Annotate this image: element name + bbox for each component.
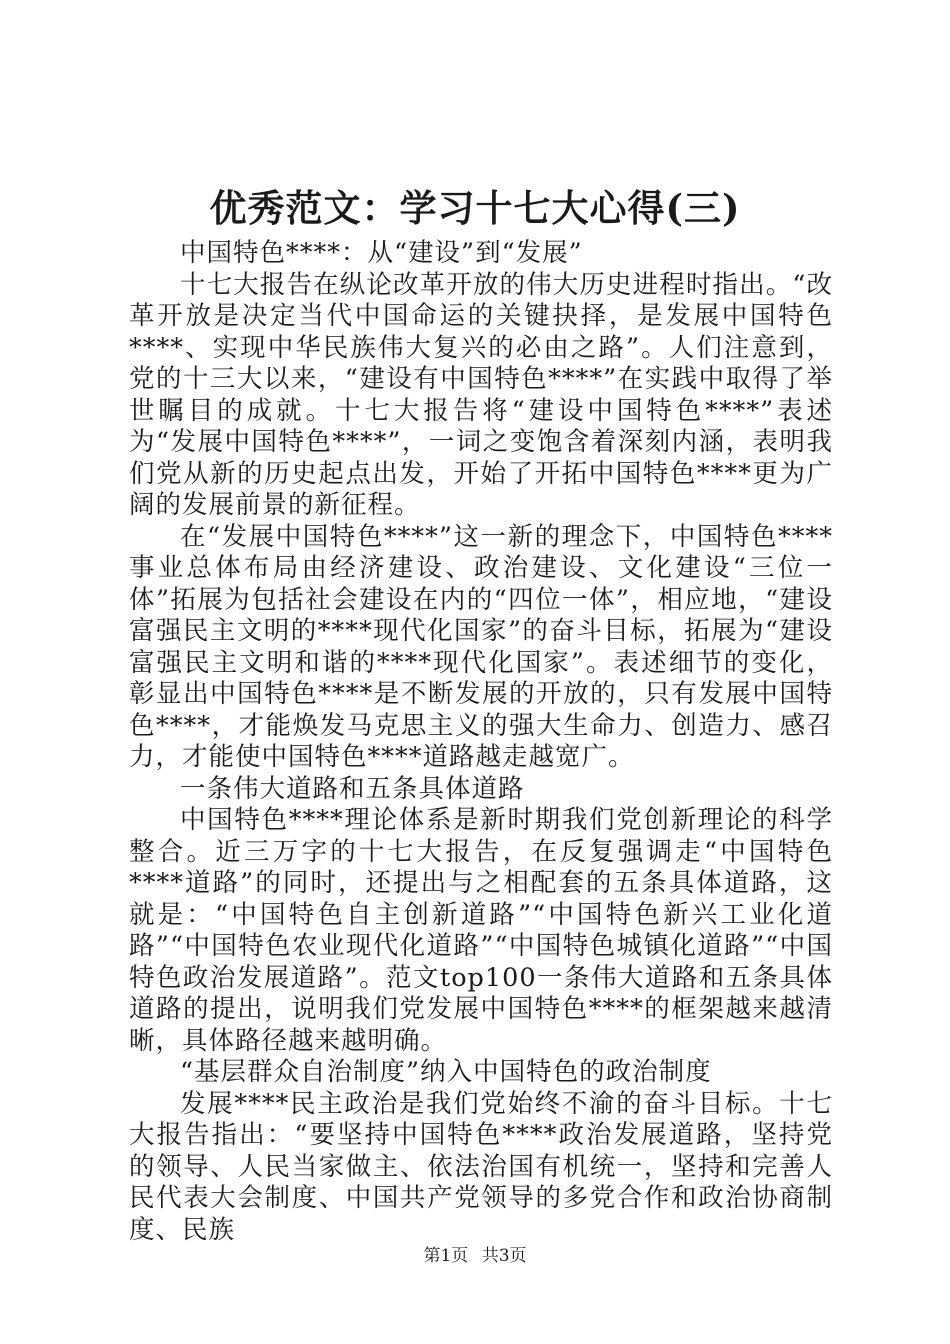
section-heading: “基层群众自治制度”纳入中国特色的政治制度	[180, 1057, 712, 1087]
section-heading: 一条伟大道路和五条具体道路	[180, 773, 525, 804]
section-heading: 中国特色****：从“建设”到“发展”	[180, 238, 583, 268]
body-paragraph: 十七大报告在纵论改革开放的伟大历史进程时指出。“改革开放是决定当代中国命运的关键抉择，是发展中国特色****、实现中华民族伟大复兴的必由之路”。人们注意到，党的十三大以来，“建设有中国特色****”在实践中取得了举世瞩目的成就。十七大报告将“建设中国特色****”表述为“发展中国特色****”，一词之变饱含着深刻内涵，表明我们党从新的历史起点出发，开始了开拓中国特色****更为广阔的发展前景的新征程。	[129, 269, 833, 520]
document-body	[129, 238, 833, 1246]
page-footer	[0, 1244, 950, 1268]
body-paragraph: 中国特色****理论体系是新时期我们党创新理论的科学整合。近三万字的十七大报告，在反复强调走“中国特色****道路”的同时，还提出与之相配套的五条具体道路，这就是：“中国特色自主创新道路”“中国特色新兴工业化道路”“中国特色农业现代化道路”“中国特色城镇化道路”“中国特色政治发展道路”。范文top100一条伟大道路和五条具体道路的提出，说明我们党发展中国特色****的框架越来越清晰，具体路径越来越明确。	[129, 805, 833, 1056]
body-paragraph: 发展****民主政治是我们党始终不渝的奋斗目标。十七大报告指出：“要坚持中国特色****政治发展道路，坚持党的领导、人民当家做主、依法治国有机统一，坚持和完善人民代表大会制度、中国共产党领导的多党合作和政治协商制度、民族	[129, 1088, 833, 1245]
document-title: 优秀范文：学习十七大心得(三)	[209, 186, 741, 230]
page-total: 共3页	[481, 1246, 527, 1266]
body-paragraph: 在“发展中国特色****”这一新的理念下，中国特色****事业总体布局由经济建设、政治建设、文化建设“三位一体”拓展为包括社会建设在内的“四位一体”，相应地，“建设富强民主文明的****现代化国家”的奋斗目标，拓展为“建设富强民主文明和谐的****现代化国家”。表述细节的变化，彰显出中国特色****是不断发展的开放的，只有发展中国特色****，才能焕发马克思主义的强大生命力、创造力、感召力，才能使中国特色****道路越走越宽广。	[129, 521, 833, 772]
page-number: 第1页	[423, 1246, 469, 1266]
